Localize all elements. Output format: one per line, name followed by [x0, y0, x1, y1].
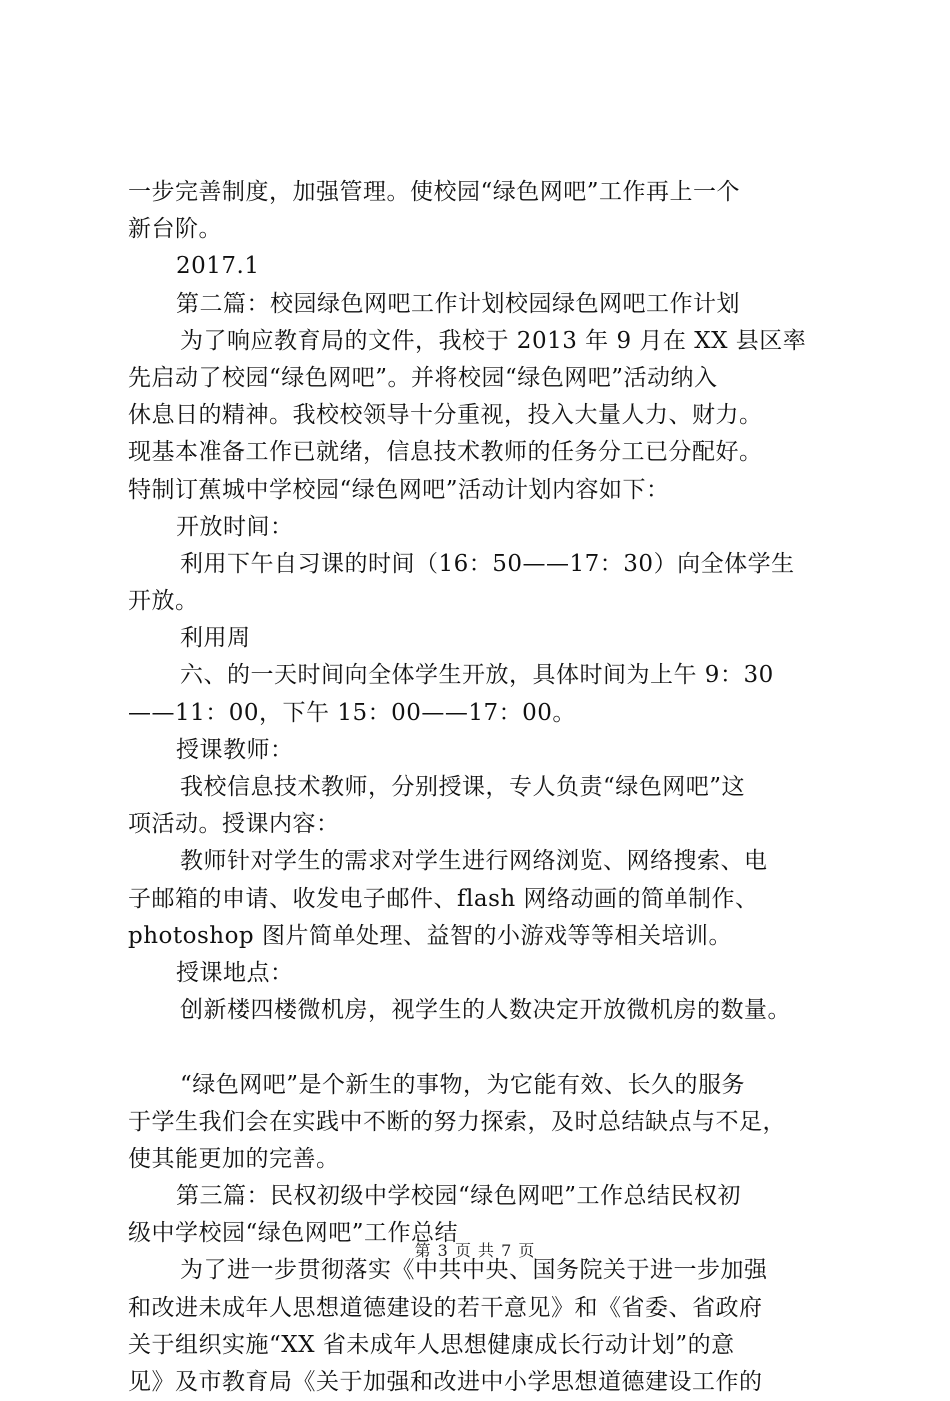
text-line: 先启动了校园“绿色网吧”。并将校园“绿色网吧”活动纳入	[128, 364, 718, 391]
date-line: 2017.1	[176, 253, 260, 280]
section-heading: 第三篇：民权初级中学校园“绿色网吧”工作总结民权初	[176, 1183, 742, 1210]
text-line: 项活动。授课内容：	[128, 811, 340, 838]
text-line: 子邮箱的申请、收发电子邮件、flash 网络动画的简单制作、	[128, 885, 759, 912]
text-line: 和改进未成年人思想道德建设的若干意见》和《省委、省政府	[128, 1294, 763, 1321]
text-line: 特制订蕉城中学校园“绿色网吧”活动计划内容如下：	[128, 476, 670, 503]
text-line: 开放。	[128, 588, 199, 615]
subheading: 开放时间：	[176, 513, 294, 540]
text-line: 新台阶。	[128, 216, 222, 243]
section-heading: 第二篇：校园绿色网吧工作计划校园绿色网吧工作计划	[176, 290, 740, 317]
text-line: 我校信息技术教师，分别授课，专人负责“绿色网吧”这	[180, 774, 746, 800]
text-line: 级中学校园“绿色网吧”工作总结	[128, 1220, 459, 1247]
text-line: 利用周	[180, 625, 251, 652]
text-line: ——11：00，下午 15：00——17：00。	[128, 699, 576, 726]
text-line: 使其能更加的完善。	[128, 1145, 340, 1172]
text-line: “绿色网吧”是个新生的事物，为它能有效、长久的服务	[180, 1071, 746, 1098]
text-line: 休息日的精神。我校校领导十分重视，投入大量人力、财力。	[128, 402, 763, 429]
text-line: 见》及市教育局《关于加强和改进中小学思想道德建设工作的	[128, 1369, 763, 1395]
text-line: photoshop 图片简单处理、益智的小游戏等等相关培训。	[128, 922, 732, 949]
text-line: 关于组织实施“XX 省未成年人思想健康成长行动计划”的意	[128, 1331, 735, 1358]
text-line: 创新楼四楼微机房，视学生的人数决定开放微机房的数量。	[180, 997, 791, 1024]
text-line: 利用下午自习课的时间（16：50——17：30）向全体学生	[180, 550, 795, 577]
subheading: 授课地点：	[176, 959, 294, 986]
text-line: 于学生我们会在实践中不断的努力探索，及时总结缺点与不足，	[128, 1108, 786, 1135]
text-line: 现基本准备工作已就绪，信息技术教师的任务分工已分配好。	[128, 439, 763, 466]
subheading: 授课教师：	[176, 736, 294, 763]
text-line: 为了进一步贯彻落实《中共中央、国务院关于进一步加强	[180, 1257, 768, 1284]
document-body	[128, 174, 840, 1401]
text-line: 为了响应教育局的文件，我校于 2013 年 9 月在 XX 县区率	[180, 327, 807, 354]
text-line: 六、的一天时间向全体学生开放，具体时间为上午 9：30	[180, 662, 774, 689]
blank-line	[128, 1029, 840, 1066]
text-line: 一步完善制度，加强管理。使校园“绿色网吧”工作再上一个	[128, 179, 741, 205]
page-number: 第 3 页 共 7 页	[414, 1241, 536, 1260]
text-line: 教师针对学生的需求对学生进行网络浏览、网络搜索、电	[180, 848, 768, 875]
